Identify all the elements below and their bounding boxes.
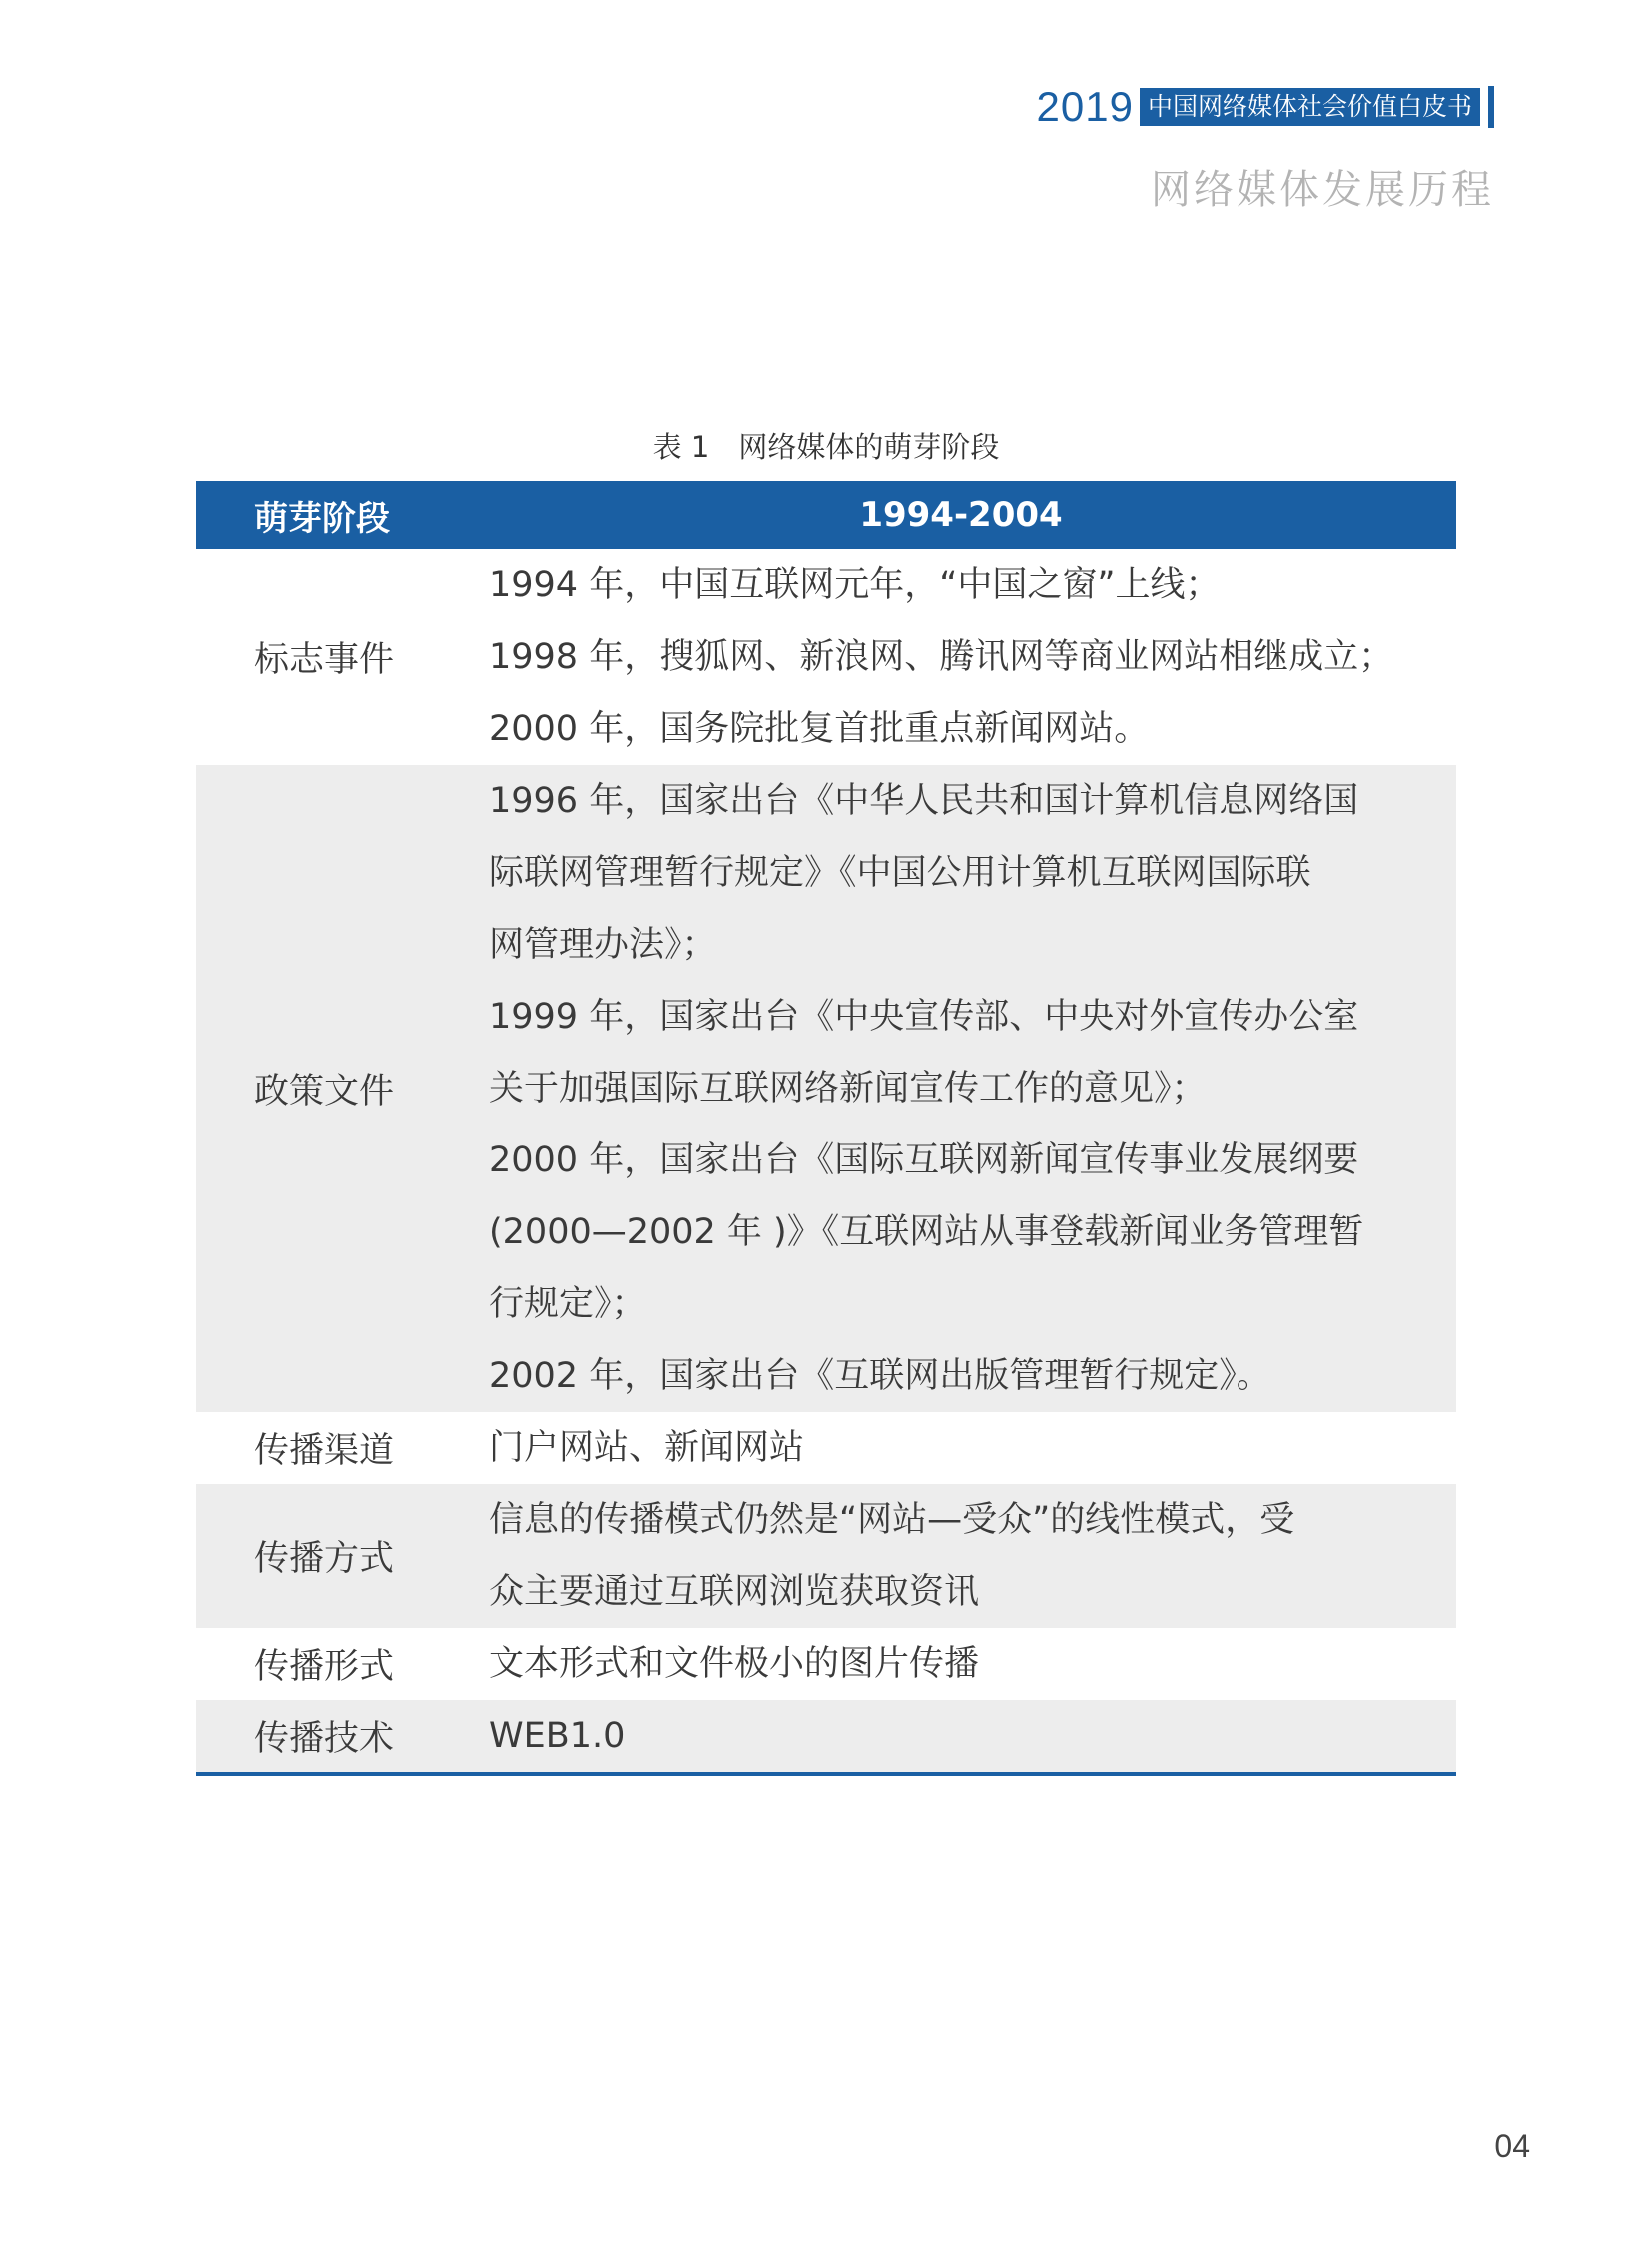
- content-line: 信息的传播模式仍然是“网站—受众”的线性模式，受: [489, 1500, 1295, 1540]
- content-line: 关于加强国际互联网络新闻宣传工作的意见》；: [489, 1069, 1207, 1109]
- row-label: 传播形式: [254, 1647, 395, 1687]
- row-label: 传播方式: [254, 1539, 395, 1579]
- header-year: 2019: [1036, 83, 1134, 130]
- table-row-format: [196, 1628, 1456, 1700]
- row-label: 政策文件: [254, 1072, 395, 1112]
- content-line: 1994 年，中国互联网元年，“中国之窗”上线；: [489, 565, 1221, 605]
- content-line: 文本形式和文件极小的图片传播: [489, 1644, 980, 1684]
- table-row-policies: [196, 765, 1456, 1412]
- row-content: [465, 1628, 1456, 1700]
- content-line: 2000 年，国务院批复首批重点新闻网站。: [489, 709, 1150, 749]
- row-content: [465, 1412, 1456, 1484]
- row-label: 传播技术: [254, 1719, 395, 1759]
- header-bar-decoration: [1488, 86, 1494, 128]
- content-line: 际联网管理暂行规定》《中国公用计算机互联网国际联: [489, 853, 1311, 893]
- header-title: 中国网络媒体社会价值白皮书: [1140, 88, 1480, 126]
- content-line: 1998 年，搜狐网、新浪网、腾讯网等商业网站相继成立；: [489, 637, 1394, 677]
- table-row-channels: [196, 1412, 1456, 1484]
- table-caption: 表 1 网络媒体的萌芽阶段: [652, 430, 1000, 464]
- content-line: 1999 年，国家出台《中央宣传部、中央对外宣传办公室: [489, 997, 1359, 1037]
- table-header-period: 1994-2004: [859, 495, 1063, 535]
- row-content: [465, 1700, 1456, 1772]
- table-row-mode: [196, 1484, 1456, 1628]
- row-label: 标志事件: [254, 640, 395, 680]
- row-content: [465, 1484, 1456, 1628]
- content-line: 1996 年，国家出台《中华人民共和国计算机信息网络国: [489, 781, 1359, 821]
- section-title: 网络媒体发展历程: [1151, 167, 1494, 213]
- content-line: 行规定》；: [489, 1284, 647, 1324]
- table-header-stage: 萌芽阶段: [254, 498, 390, 539]
- row-content: [465, 765, 1456, 1412]
- content-line: 2002 年，国家出台《互联网出版管理暂行规定》。: [489, 1356, 1271, 1396]
- running-header: [1036, 83, 1494, 130]
- content-line: WEB1.0: [489, 1716, 626, 1756]
- table-bottom-rule: [196, 1772, 1456, 1776]
- content-line: (2000—2002 年 )》《互联网站从事登载新闻业务管理暂: [489, 1212, 1364, 1252]
- row-content: [465, 549, 1456, 765]
- content-line: 门户网站、新闻网站: [489, 1428, 805, 1468]
- content-line: 2000 年，国家出台《国际互联网新闻宣传事业发展纲要: [489, 1140, 1359, 1180]
- table-row-events: [196, 549, 1456, 765]
- content-line: 网管理办法》；: [489, 925, 717, 965]
- table-header-row: [196, 481, 1456, 549]
- content-line: 众主要通过互联网浏览获取资讯: [489, 1572, 980, 1612]
- table-row-technology: [196, 1700, 1456, 1772]
- row-label: 传播渠道: [254, 1431, 395, 1471]
- stage-table: [196, 481, 1456, 1776]
- page-number: 04: [1494, 2128, 1530, 2164]
